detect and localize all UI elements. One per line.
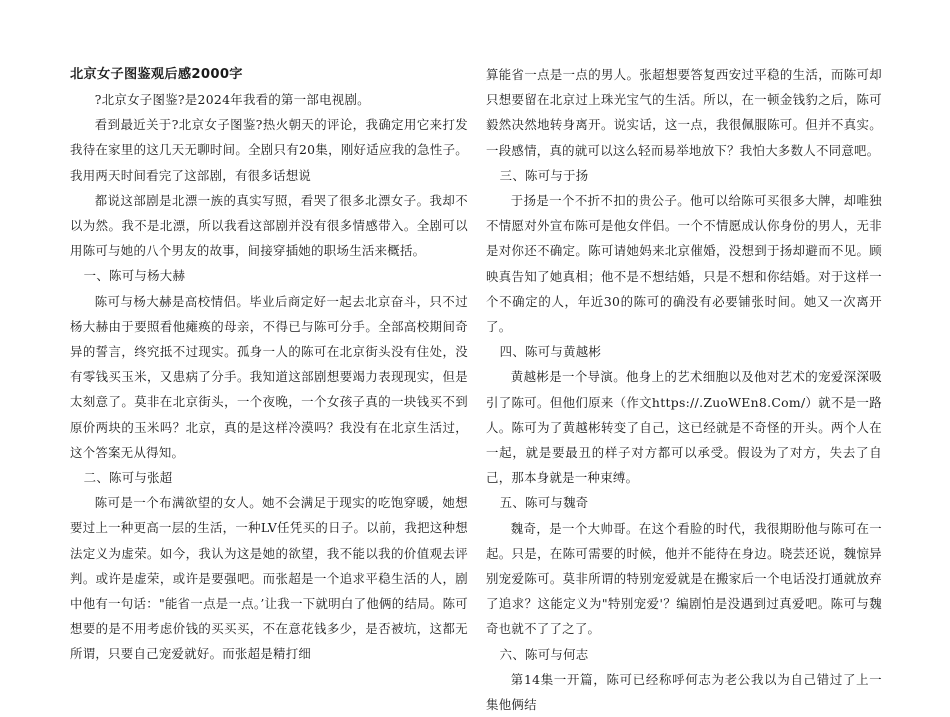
section-heading-4: 四、陈可与黄越彬 bbox=[499, 344, 602, 360]
section-2-paragraph: 陈可是一个布满欲望的女人。她不会满足于现实的吃饱穿暖，她想要过上一种更高一层的生活，一种LV任凭买的日子。以前，我把这种想法定义为虚荣。如今，我认为这是她的欲望，我不能以我的价值观去评判。或许是虚荣，或许是要强吧。而张超是一个追求平稳生活的人，剧中他有一句话："能省一点是一点。’让我一下就明白了他俩的结局。陈可想要的是不用考虑价钱的买买买，不在意花钱多少，是否被坑，这都无所谓，只要自己宠爱就好。而张超是精打细 bbox=[70, 495, 468, 662]
section-2-paragraph-continued: 算能省一点是一点的男人。张超想要答复西安过平稳的生活，而陈可却只想要留在北京过上珠光宝气的生活。所以，在一顿金钱豹之后，陈可毅然决然地转身离开。说实话，这一点，我很佩服陈可。但并不真实。一段感情，真的就可以这么轻而易举地放下？我怕大多数人不同意吧。 bbox=[486, 67, 882, 158]
section-heading-6: 六、陈可与何志 bbox=[499, 646, 589, 662]
section-4-paragraph: 黄越彬是一个导演。他身上的艺术细胞以及他对艺术的宠爱深深吸引了陈可。但他们原来（作文https://.ZuoWEn8.Com/）就不是一路人。陈可为了黄越彬转变了自己，这已经就是不奇怪的开头。两个人在一起，就是要最丑的样子对方都可以承受。假设为了对方，失去了自己，那本身就是一种束缚。 bbox=[486, 369, 882, 486]
section-heading-1: 一、陈可与杨大赫 bbox=[83, 268, 186, 284]
section-heading-5: 五、陈可与魏奇 bbox=[499, 495, 589, 511]
intro-paragraph-2: 看到最近关于?北京女子图鉴?热火朝天的评论，我确定用它来打发我待在家里的这几天无聊时间。全剧只有20集，刚好适应我的急性子。我用两天时间看完了这部剧，有很多话想说 bbox=[70, 117, 468, 183]
intro-paragraph-1: ?北京女子图鉴?是2024年我看的第一部电视剧。 bbox=[94, 92, 370, 107]
section-heading-2: 二、陈可与张超 bbox=[83, 470, 173, 486]
left-column bbox=[70, 62, 468, 667]
section-5-paragraph: 魏奇，是一个大帅哥。在这个看脸的时代，我很期盼他与陈可在一起。只是，在陈可需要的时候，他并不能待在身边。晓芸还说，魏惊异别宠爱陈可。莫非所谓的特别宠爱就是在搬家后一个电话没打通就放弃了追求？这能定义为"特别宠爱'？编剧怕是没遇到过真爱吧。陈可与魏奇也就不了了之了。 bbox=[486, 520, 882, 637]
section-heading-3: 三、陈可与于扬 bbox=[499, 167, 589, 183]
intro-paragraph-3: 都说这部剧是北漂一族的真实写照，看哭了很多北漂女子。我却不以为然。我不是北漂，所以我看这部剧并没有很多情感带入。全剧可以用陈可与她的八个男友的故事，间接穿插她的职场生活来概括。 bbox=[70, 192, 468, 259]
section-1-paragraph: 陈可与杨大赫是高校情侣。毕业后商定好一起去北京奋斗，只不过杨大赫由于要照看他瘫痪的母亲，不得已与陈可分手。全部高校期间奇异的誓言，终究抵不过现实。孤身一人的陈可在北京街头没有住处，没有零钱买玉米，又患病了分手。我知道这部剧想要竭力表现现实，但是太刻意了。莫非在北京街头，一个夜晚，一个女孩子真的一块钱买不到原价两块的玉米吗？北京，真的是这样冷漠吗？我没有在北京生活过，这个答案无从得知。 bbox=[70, 293, 468, 460]
right-column bbox=[486, 62, 882, 717]
article-title: 北京女子图鉴观后感2000字 bbox=[70, 67, 243, 82]
section-6-paragraph: 第14集一开篇，陈可已经称呼何志为老公我以为自己错过了上一集他俩结 bbox=[486, 671, 882, 713]
section-3-paragraph: 于扬是一个不折不扣的贵公子。他可以给陈可买很多大牌，却唯独不情愿对外宣布陈可是他女伴侣。一个不情愿成认你身份的男人，无非是对你还不确定。陈可请她妈来北京催婚，没想到于扬却避而不见。顾映真告知了她真相；他不是不想结婚，只是不想和你结婚。对于这样一个不确定的人，年近30的陈可的确没有必要铺张时间。她又一次离开了。 bbox=[486, 193, 882, 335]
